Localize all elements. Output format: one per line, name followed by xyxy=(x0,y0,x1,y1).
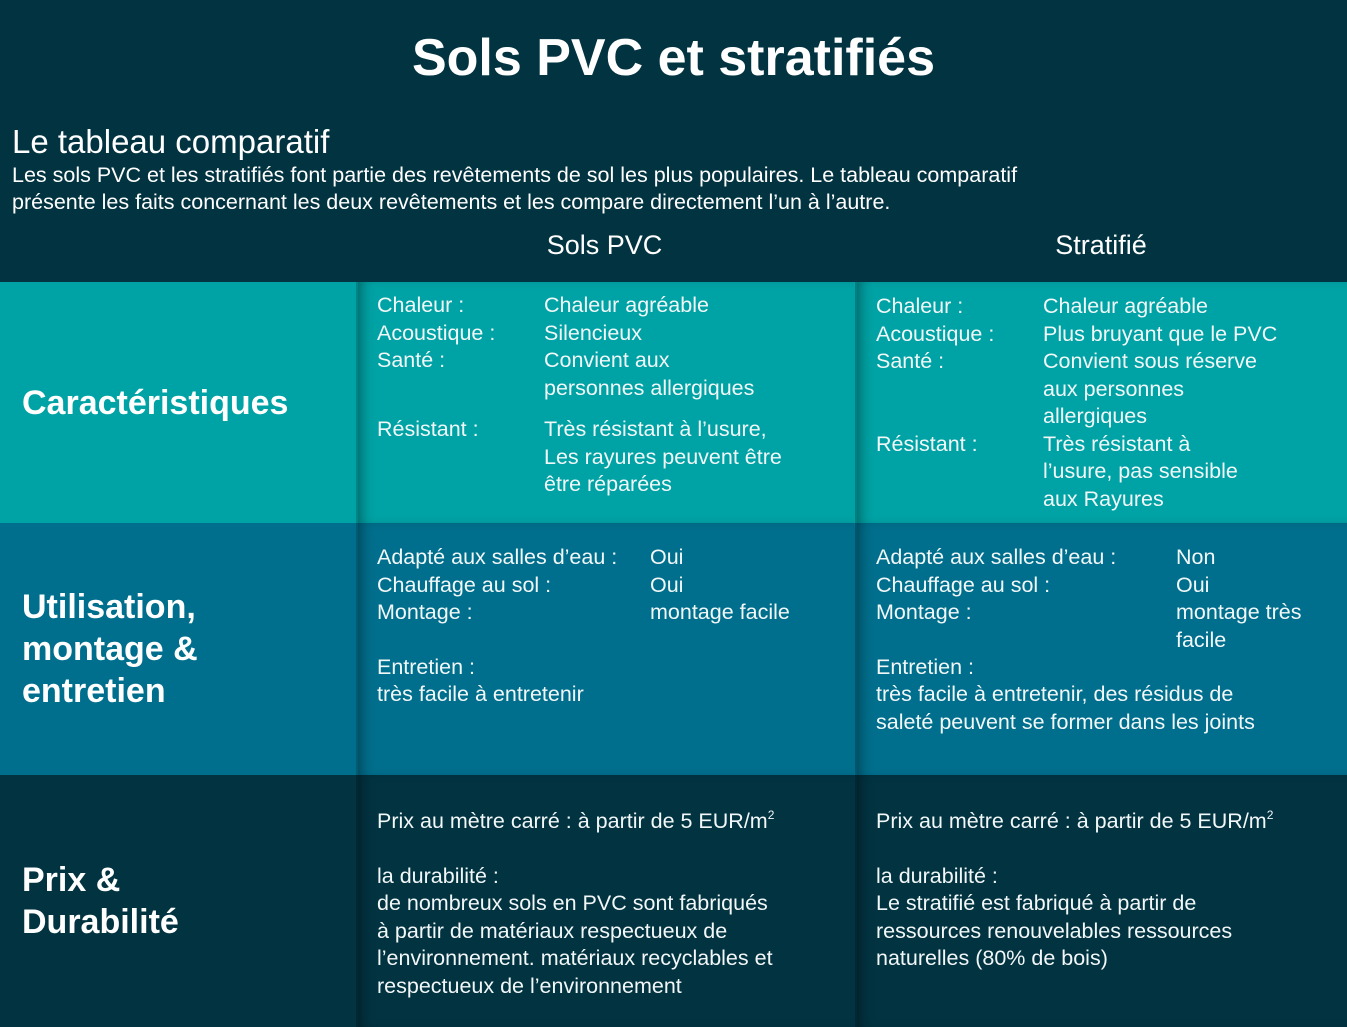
price-per-sqm: Prix au mètre carré : à partir de 5 EUR/$m^2$ xyxy=(876,808,1274,833)
row-label-utilisation: Utilisation, montage & entretien xyxy=(22,588,198,710)
label-montage: Montage : xyxy=(876,600,972,624)
label-durabilite: la durabilité : xyxy=(377,864,499,888)
cell-pvc-utilisation xyxy=(356,523,854,775)
row-label-prix: Prix & Durabilité xyxy=(22,861,179,941)
value-chauffage: Oui xyxy=(1176,572,1210,597)
value-sante: Convient sous réserve aux personnes allergiques xyxy=(1043,349,1257,428)
label-chaleur: Chaleur : xyxy=(377,293,465,317)
label-resistant: Résistant : xyxy=(377,417,479,441)
value-durabilite: Le stratifié est fabriqué à partir de ressources renouvelables ressources naturelles (80% de bois) xyxy=(876,891,1233,970)
label-chauffage: Chauffage au sol : xyxy=(377,572,552,597)
label-salles-eau: Adapté aux salles d’eau : xyxy=(377,545,618,569)
label-salles-eau: Adapté aux salles d’eau : xyxy=(876,545,1117,569)
row-prix-durabilite xyxy=(0,775,1347,1027)
value-chaleur: Chaleur agréable xyxy=(544,293,709,317)
label-sante: Santé : xyxy=(377,348,446,372)
value-chauffage: Oui xyxy=(650,572,684,597)
label-sante: Santé : xyxy=(876,349,945,373)
column-header-stratifie: Stratifié xyxy=(1055,230,1147,260)
page-title: Sols PVC et stratifiés xyxy=(411,29,936,87)
cell-stratifie-utilisation xyxy=(855,523,1347,775)
cell-stratifie-prix xyxy=(855,775,1347,1027)
cell-pvc-caracteristiques xyxy=(356,282,854,523)
value-sante: Convient aux personnes allergiques xyxy=(544,348,755,400)
row-utilisation xyxy=(0,523,1347,775)
value-entretien: très facile à entretenir, des résidus de saleté peuvent se former dans les joints xyxy=(876,682,1255,734)
label-entretien: Entretien : xyxy=(876,655,974,679)
intro-text: Les sols PVC et les stratifiés font partie des revêtements de sol les plus populaires. Le tableau comparatif présente les faits concernant les deux revêtements et les compare directement l’un à l’autre. xyxy=(12,163,1018,214)
value-resistant: Très résistant à l’usure, pas sensible aux Rayures xyxy=(1043,431,1238,511)
label-acoustique: Acoustique : xyxy=(876,321,995,346)
price-per-sqm: Prix au mètre carré : à partir de 5 EUR/$m^2$ xyxy=(377,808,775,833)
row-caracteristiques xyxy=(0,282,1347,523)
value-acoustique: Plus bruyant que le PVC xyxy=(1043,321,1278,346)
subtitle: Le tableau comparatif xyxy=(12,123,330,160)
value-acoustique: Silencieux xyxy=(544,320,642,345)
label-resistant: Résistant : xyxy=(876,431,978,456)
value-montage: montage facile xyxy=(650,600,790,624)
value-salles-eau: Non xyxy=(1176,545,1216,569)
label-montage: Montage : xyxy=(377,600,473,624)
label-durabilite: la durabilité : xyxy=(876,864,998,888)
label-entretien: Entretien : xyxy=(377,655,475,679)
cell-stratifie-caracteristiques xyxy=(855,282,1347,523)
column-header-pvc: Sols PVC xyxy=(546,230,663,260)
value-entretien: très facile à entretenir xyxy=(377,682,584,706)
value-chaleur: Chaleur agréable xyxy=(1043,294,1208,318)
cell-pvc-prix xyxy=(356,775,854,1027)
label-acoustique: Acoustique : xyxy=(377,320,496,345)
value-durabilite: de nombreux sols en PVC sont fabriqués à partir de matériaux respectueux de l’environnement. matériaux recyclables et respectueux de l’environnement xyxy=(377,891,773,998)
value-salles-eau: Oui xyxy=(650,545,684,569)
value-montage: montage très facile xyxy=(1176,600,1302,652)
value-resistant: Très résistant à l’usure, Les rayures peuvent être être réparées xyxy=(544,417,782,496)
label-chauffage: Chauffage au sol : xyxy=(876,572,1051,597)
row-label-caracteristiques: Caractéristiques xyxy=(22,383,289,422)
label-chaleur: Chaleur : xyxy=(876,294,964,318)
